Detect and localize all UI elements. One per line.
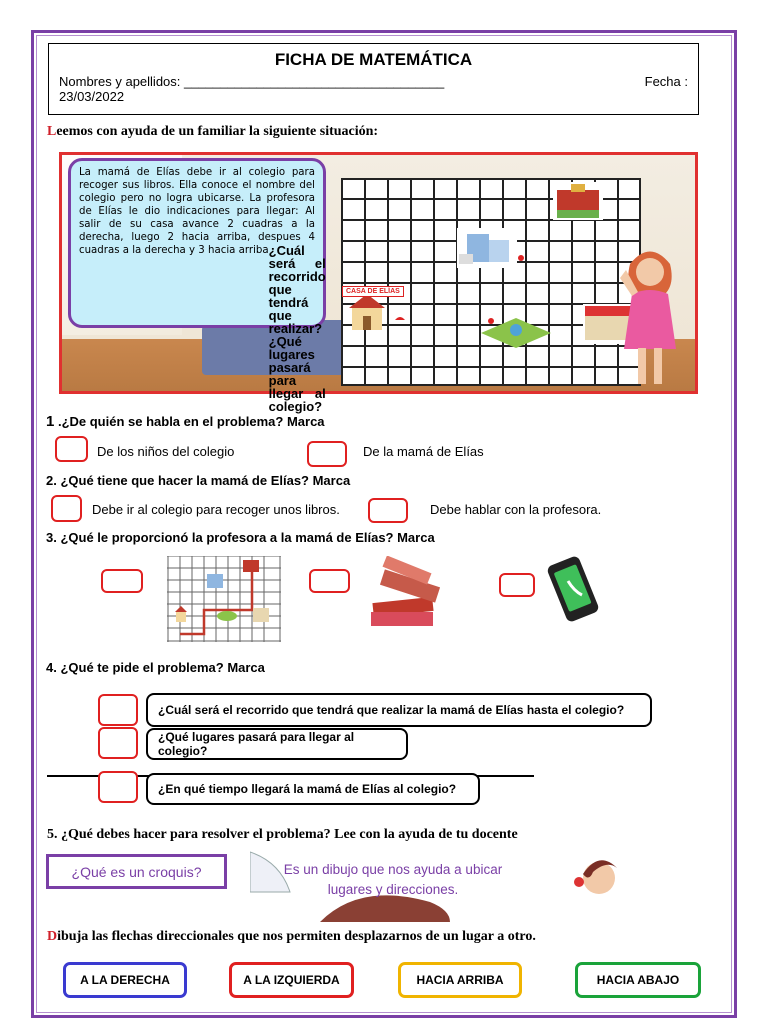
question-5: 5. ¿Qué debes hacer para resolver el problema? Lee con la ayuda de tu docente	[47, 827, 518, 842]
intro-initial: L	[47, 124, 57, 139]
draw-instruction	[47, 929, 536, 945]
school-icon	[553, 182, 603, 220]
casa-label: CASA DE ELÍAS	[342, 286, 404, 297]
names-label: Nombres y apellidos: ____________________________________	[59, 74, 445, 89]
croquis-question: ¿Qué es un croquis?	[46, 854, 227, 889]
intro-text	[47, 124, 378, 140]
q1-text: .¿De quién se habla en el problema? Marca	[54, 414, 325, 429]
q4-option-a: ¿Cuál será el recorrido que tendrá que realizar la mamá de Elías hasta el colegio?	[146, 693, 652, 727]
direction-up: HACIA ARRIBA	[398, 962, 522, 998]
q4-checkbox-b[interactable]	[98, 727, 138, 759]
q4-checkbox-a[interactable]	[98, 694, 138, 726]
q4-checkbox-c[interactable]	[98, 771, 138, 803]
story-bubble	[68, 158, 326, 414]
question-1	[46, 413, 325, 430]
story-text: La mamá de Elías debe ir al colegio para recoger sus libros. Ella conoce el nombre del colegio pero no logra ubicarse. La profesora de Elías le dio indicaciones para llegar: Al salir de su casa avance 2 cuadras a la derecha, luego 2 hacia arriba, despues 4 cuadras a la derecha y 3 hacia arriba	[79, 167, 315, 256]
grid-map-icon	[167, 556, 281, 642]
mother-figure	[610, 244, 690, 394]
direction-left: A LA IZQUIERDA	[229, 962, 354, 998]
date-value: 23/03/2022	[59, 89, 125, 104]
draw-initial: D	[47, 929, 58, 944]
park-icon	[481, 318, 551, 348]
croquis-answer: Es un dibujo que nos ayuda a ubicar lugares y direcciones.	[283, 862, 503, 897]
q4-option-b: ¿Qué lugares pasará para llegar al colegio?	[146, 728, 408, 760]
grid-svg	[341, 178, 641, 386]
header-box	[48, 43, 699, 115]
direction-down: HACIA ABAJO	[575, 962, 701, 998]
q3-checkbox-c[interactable]	[499, 573, 535, 597]
q1-option-a: De los niños del colegio	[97, 444, 235, 459]
page-title: FICHA DE MATEMÁTICA	[274, 50, 473, 69]
q2-option-b: Debe hablar con la profesora.	[430, 502, 602, 517]
q2-checkbox-b[interactable]	[368, 498, 408, 523]
story-question: ¿Cuál será el recorrido que tendrá que realizar?¿Qué lugares pasará para llegar al colegio?	[268, 243, 326, 414]
q3-checkbox-b[interactable]	[309, 569, 350, 593]
draw-rest: ibuja las flechas direccionales que nos permiten desplazarnos de un lugar a otro.	[57, 929, 536, 944]
date-label: Fecha :	[644, 74, 688, 89]
phone-icon	[546, 555, 604, 623]
girl-face-icon	[573, 856, 619, 900]
question-2: 2. ¿Qué tiene que hacer la mamá de Elías? Marca	[46, 473, 351, 488]
books-icon	[367, 556, 451, 632]
q1-option-b: De la mamá de Elías	[363, 444, 484, 459]
hospital-icon	[457, 228, 524, 268]
q1-checkbox-b[interactable]	[307, 441, 347, 467]
q3-checkbox-a[interactable]	[101, 569, 143, 593]
q2-checkbox-a[interactable]	[51, 495, 82, 522]
q1-number: 1	[46, 413, 55, 430]
question-3: 3. ¿Qué le proporcionó la profesora a la mamá de Elías? Marca	[46, 530, 435, 545]
q2-option-a: Debe ir al colegio para recoger unos libros.	[92, 502, 340, 517]
question-4: 4. ¿Qué te pide el problema? Marca	[46, 660, 265, 675]
q1-checkbox-a[interactable]	[55, 436, 88, 462]
street-grid	[341, 178, 641, 386]
q4-option-c: ¿En qué tiempo llegará la mamá de Elías al colegio?	[146, 773, 480, 805]
header-line	[59, 74, 688, 89]
intro-rest: eemos con ayuda de un familiar la siguiente situación:	[56, 124, 379, 139]
direction-right: A LA DERECHA	[63, 962, 187, 998]
